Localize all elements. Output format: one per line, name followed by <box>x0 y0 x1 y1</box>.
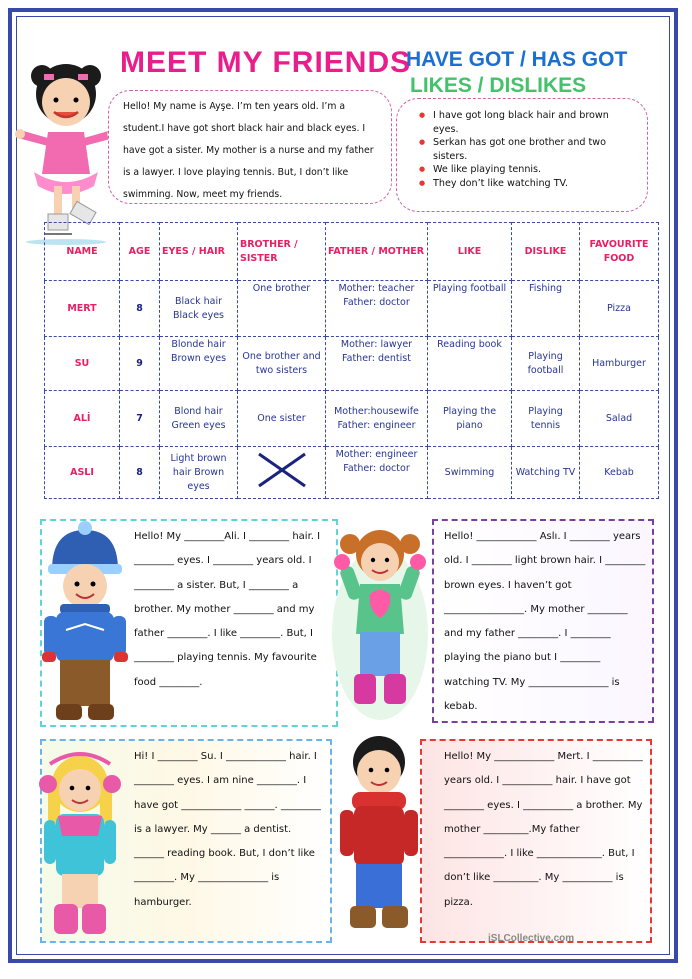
example-sentences-box <box>396 98 648 212</box>
cell-age: 8 <box>120 447 160 499</box>
table-row <box>45 447 659 499</box>
example-sentence: ● They don’t like watching TV. <box>433 177 637 191</box>
example-sentence: ● I have got long black hair and brown eyes. <box>433 109 637 136</box>
exercise-ali-text: Hello! My ________Ali. I ________ hair. I ________ eyes. I ________ years old. I ________ a sister. But, I ________ a brother. My mother ________ and my father ________. I like ________. But, I ________ playing tennis. My favourite food ________. <box>134 531 321 688</box>
cell-dislike: Playing football <box>512 337 580 391</box>
cell-siblings: One brother <box>238 281 326 337</box>
header-name: NAME <box>45 223 120 281</box>
cell-dislike: Playing tennis <box>512 391 580 447</box>
example-sentence: ● We like playing tennis. <box>433 163 637 177</box>
cell-dislike: Fishing <box>512 281 580 337</box>
friends-info-table <box>44 222 659 499</box>
cell-siblings-crossed <box>238 447 326 499</box>
exercise-su-text: Hi! I ________ Su. I ____________ hair. I ________ eyes. I am nine ________. I have got ____________ ______. ________ is a lawyer. My ______ a dentist. ______ reading book. But, I don’t like ________. My ______________ is hamburger. <box>134 751 321 908</box>
cell-name: SU <box>45 337 120 391</box>
cell-eyes-hair: Black hair Black eyes <box>160 281 238 337</box>
header-favourite-food: FAVOURITE FOOD <box>580 223 659 281</box>
exercise-mert-text: Hello! My ____________ Mert. I __________ years old. I __________ hair. I have got ________ eyes. I __________ a brother. My mother _________.My father ____________. I like _____________. But, I don’t like _________. My __________ is pizza. <box>444 751 643 908</box>
su-girl-illustration <box>34 744 126 940</box>
cross-mark-icon <box>255 450 309 490</box>
mert-boy-illustration <box>332 732 426 938</box>
intro-paragraph: Hello! My name is Ayşe. I’m ten years old. I’m a student.I have got short black hair and black eyes. I have got a sister. My mother is a nurse and my father is a lawyer. I love playing tennis. But, I don’t like swimming. Now, meet my friends. <box>108 90 392 204</box>
table-row <box>45 337 659 391</box>
header-brother-sister: BROTHER / SISTER <box>238 223 326 281</box>
example-sentence: ● Serkan has got one brother and two sisters. <box>433 136 637 163</box>
worksheet-title: MEET MY FRIENDS <box>120 46 412 79</box>
cell-parents: Mother: engineer Father: doctor <box>326 447 428 499</box>
cell-parents: Mother:housewife Father: engineer <box>326 391 428 447</box>
cell-name: ALİ <box>45 391 120 447</box>
cell-age: 7 <box>120 391 160 447</box>
header-like: LIKE <box>428 223 512 281</box>
header-father-mother: FATHER / MOTHER <box>326 223 428 281</box>
table-header-row <box>45 223 659 281</box>
cell-like: Playing football <box>428 281 512 337</box>
grammar-title-likes: LIKES / DISLIKES <box>410 74 587 97</box>
watermark: iSLCollective.com <box>488 933 575 944</box>
cell-like: Reading book <box>428 337 512 391</box>
cell-like: Swimming <box>428 447 512 499</box>
cell-dislike: Watching TV <box>512 447 580 499</box>
cell-food: Pizza <box>580 281 659 337</box>
cell-food: Salad <box>580 391 659 447</box>
cell-name: ASLI <box>45 447 120 499</box>
cell-age: 8 <box>120 281 160 337</box>
cell-eyes-hair: Light brown hair Brown eyes <box>160 447 238 499</box>
exercise-asli-text: Hello! ____________ Aslı. I ________ years old. I ________ light brown hair. I ________ brown eyes. I haven’t got ________________. My mother ________ and my father ________. I ________ playing the piano but I ________ watching TV. My ________________ is kebab. <box>444 531 646 713</box>
cell-name: MERT <box>45 281 120 337</box>
cell-parents: Mother: teacher Father: doctor <box>326 281 428 337</box>
exercise-mert <box>420 739 652 943</box>
cell-parents: Mother: lawyer Father: dentist <box>326 337 428 391</box>
cell-age: 9 <box>120 337 160 391</box>
cell-siblings: One sister <box>238 391 326 447</box>
asli-girl-illustration <box>330 514 430 720</box>
ali-boy-illustration <box>40 520 130 725</box>
header-dislike: DISLIKE <box>512 223 580 281</box>
cell-food: Kebab <box>580 447 659 499</box>
grammar-title-have-got: HAVE GOT / HAS GOT <box>406 48 628 71</box>
exercise-asli <box>432 519 654 723</box>
ayse-skater-illustration <box>14 46 118 246</box>
cell-food: Hamburger <box>580 337 659 391</box>
cell-eyes-hair: Blonde hair Brown eyes <box>160 337 238 391</box>
header-age: AGE <box>120 223 160 281</box>
table-row <box>45 391 659 447</box>
table-row <box>45 281 659 337</box>
cell-eyes-hair: Blond hair Green eyes <box>160 391 238 447</box>
cell-like: Playing the piano <box>428 391 512 447</box>
header-eyes-hair: EYES / HAIR <box>160 223 238 281</box>
cell-siblings: One brother and two sisters <box>238 337 326 391</box>
